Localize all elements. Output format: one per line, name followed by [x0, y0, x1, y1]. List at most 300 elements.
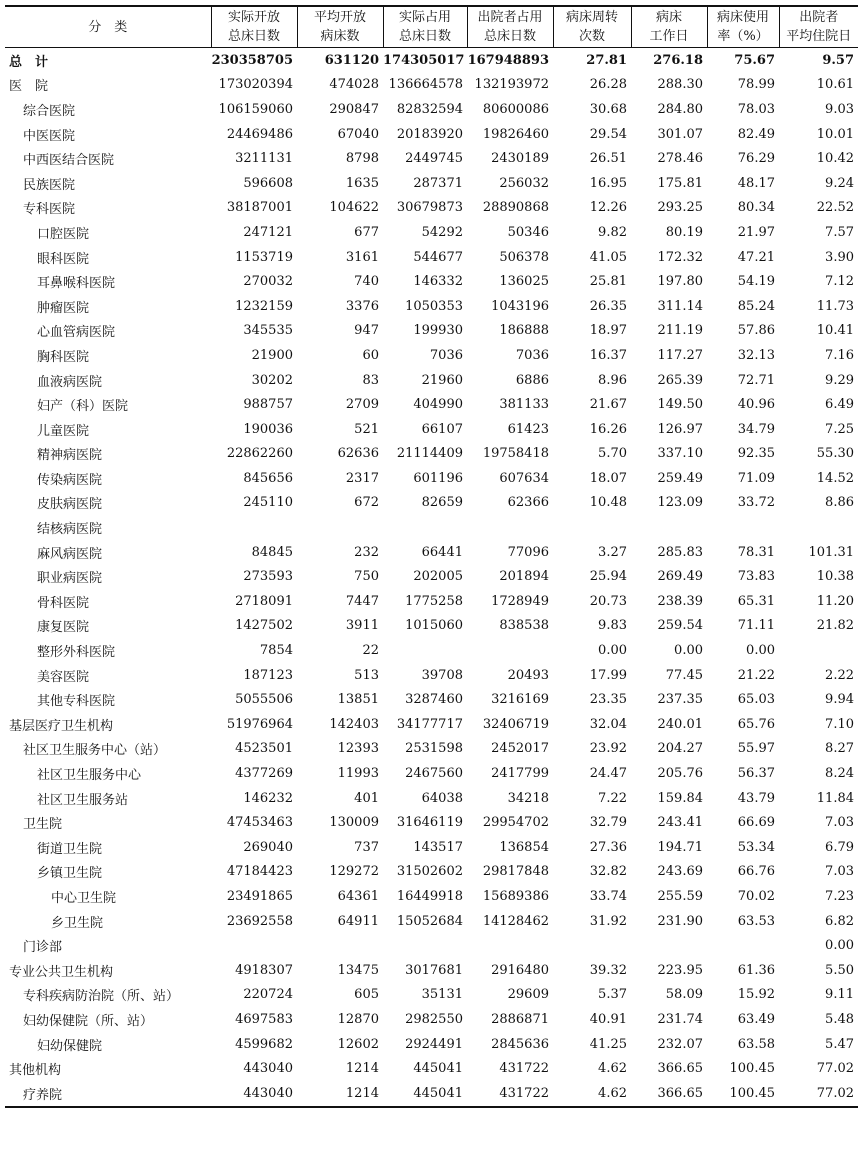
row-value-cell: 31502602 [396, 864, 463, 880]
row-value-cell: 596608 [243, 175, 293, 191]
row-category-label: 儿童医院 [37, 423, 90, 439]
row-value-cell: 39708 [421, 667, 463, 683]
row-value-cell: 34218 [507, 790, 549, 806]
row-value-cell: 2709 [345, 397, 379, 413]
row-value-cell: 202005 [413, 569, 463, 585]
row-value-cell: 3017681 [405, 962, 463, 978]
table-body [5, 48, 858, 1107]
row-value-cell: 269040 [243, 839, 293, 855]
row-value-cell [779, 638, 858, 663]
row-category-label: 总 计 [9, 54, 49, 70]
row-value-cell: 243.69 [657, 864, 703, 880]
row-value-cell: 30202 [251, 372, 293, 388]
table-row [5, 294, 858, 319]
row-value-cell: 72.71 [737, 372, 775, 388]
row-value-cell: 1214 [345, 1085, 379, 1101]
row-category-label: 门诊部 [23, 940, 63, 956]
row-value-cell: 21.82 [816, 618, 854, 634]
row-value-cell: 1153719 [235, 249, 293, 265]
row-value-cell: 80.19 [665, 224, 703, 240]
row-value-cell: 146232 [243, 790, 293, 806]
table-row [5, 146, 858, 171]
row-category-label: 专业公共卫生机构 [9, 964, 114, 980]
row-value-cell: 15052684 [396, 913, 463, 929]
row-category-label: 乡卫生院 [51, 915, 104, 931]
row-value-cell: 4599682 [235, 1036, 293, 1052]
row-value-cell: 2430189 [491, 151, 549, 167]
column-header-line: 病床周转 [565, 10, 618, 25]
row-value-cell: 301.07 [657, 126, 703, 142]
row-value-cell: 41.05 [589, 249, 627, 265]
row-value-cell: 57.86 [737, 323, 775, 339]
row-value-cell: 285.83 [657, 544, 703, 560]
row-value-cell: 142403 [329, 716, 379, 732]
row-value-cell: 7.16 [825, 347, 854, 363]
row-value-cell: 56.37 [737, 766, 775, 782]
row-value-cell: 1232159 [235, 298, 293, 314]
table-row [5, 1081, 858, 1107]
table-row [5, 491, 858, 516]
row-value-cell: 100.45 [729, 1085, 775, 1101]
row-value-cell: 62366 [507, 495, 549, 511]
row-value-cell: 2886871 [491, 1011, 549, 1027]
row-value-cell [779, 515, 858, 540]
row-value-cell: 311.14 [657, 298, 703, 314]
row-value-cell: 53.34 [737, 839, 775, 855]
row-category-label: 妇幼保健院 [37, 1038, 103, 1054]
row-value-cell: 8798 [345, 151, 379, 167]
row-value-cell: 0.00 [746, 643, 775, 659]
row-value-cell: 3.27 [598, 544, 627, 560]
row-value-cell: 173020394 [218, 77, 293, 93]
row-value-cell: 22.52 [816, 200, 854, 216]
row-value-cell: 256032 [499, 175, 549, 191]
row-value-cell: 672 [354, 495, 379, 511]
row-value-cell: 76.29 [737, 151, 775, 167]
column-header-line: 工作日 [649, 29, 689, 44]
column-header-5 [553, 6, 631, 48]
table-row [5, 835, 858, 860]
row-value-cell: 2467560 [405, 766, 463, 782]
row-value-cell: 10.61 [816, 77, 854, 93]
row-value-cell: 2449745 [405, 151, 463, 167]
row-value-cell: 66107 [421, 421, 463, 437]
row-category-label: 妇产（科）医院 [37, 399, 129, 415]
row-value-cell: 23.92 [589, 741, 627, 757]
table-row [5, 171, 858, 196]
row-value-cell: 80600086 [482, 101, 549, 117]
row-value-cell: 23.35 [589, 692, 627, 708]
row-value-cell: 33.74 [589, 888, 627, 904]
row-value-cell: 65.76 [737, 716, 775, 732]
row-value-cell: 2924491 [405, 1036, 463, 1052]
row-value-cell: 10.42 [816, 151, 854, 167]
table-row [5, 269, 858, 294]
row-value-cell: 38187001 [226, 200, 293, 216]
row-category-label: 美容医院 [37, 669, 90, 685]
row-value-cell: 3211131 [235, 151, 293, 167]
row-value-cell: 290847 [329, 101, 379, 117]
row-value-cell: 78.99 [737, 77, 775, 93]
row-value-cell [707, 933, 779, 958]
table-row [5, 220, 858, 245]
row-value-cell: 62636 [337, 446, 379, 462]
row-value-cell: 5.47 [825, 1036, 854, 1052]
column-header-line: 病床数 [320, 29, 360, 44]
row-value-cell: 278.46 [657, 151, 703, 167]
table-row [5, 663, 858, 688]
row-value-cell: 431722 [499, 1085, 549, 1101]
row-value-cell: 223.95 [657, 962, 703, 978]
row-value-cell: 0.00 [674, 643, 703, 659]
row-category-label: 康复医院 [37, 620, 90, 636]
row-value-cell: 232 [354, 544, 379, 560]
row-value-cell: 506378 [499, 249, 549, 265]
row-category-label: 麻风病医院 [37, 546, 103, 562]
row-value-cell: 2982550 [405, 1011, 463, 1027]
row-value-cell: 47453463 [226, 815, 293, 831]
row-value-cell: 10.38 [816, 569, 854, 585]
table-row [5, 73, 858, 98]
column-header-line: 实际开放 [227, 10, 280, 25]
row-value-cell: 65.03 [737, 692, 775, 708]
row-value-cell: 7.12 [825, 274, 854, 290]
table-row [5, 196, 858, 221]
row-value-cell: 21114409 [396, 446, 463, 462]
row-value-cell: 63.49 [737, 1011, 775, 1027]
row-value-cell: 607634 [499, 470, 549, 486]
row-value-cell: 32.13 [737, 347, 775, 363]
row-value-cell: 601196 [413, 470, 463, 486]
row-category-label: 中西医结合医院 [23, 153, 115, 169]
row-value-cell: 366.65 [657, 1061, 703, 1077]
row-value-cell: 51976964 [226, 716, 293, 732]
row-category-label: 基层医疗卫生机构 [9, 718, 114, 734]
row-value-cell: 443040 [243, 1085, 293, 1101]
row-category-label: 胸科医院 [37, 349, 90, 365]
row-value-cell: 71.11 [737, 618, 775, 634]
row-value-cell: 2916480 [491, 962, 549, 978]
row-value-cell: 1427502 [235, 618, 293, 634]
row-value-cell: 24.47 [589, 766, 627, 782]
row-value-cell: 21900 [251, 347, 293, 363]
row-value-cell: 27.36 [589, 839, 627, 855]
table-row [5, 319, 858, 344]
row-value-cell: 29.54 [589, 126, 627, 142]
row-value-cell: 230358705 [211, 52, 293, 68]
row-value-cell: 11.20 [816, 593, 854, 609]
table-row [5, 589, 858, 614]
row-value-cell: 255.59 [657, 888, 703, 904]
row-value-cell: 18.07 [589, 470, 627, 486]
row-value-cell: 136664578 [388, 77, 463, 93]
row-value-cell [297, 515, 383, 540]
row-value-cell: 22 [362, 643, 379, 659]
row-value-cell: 32.79 [589, 815, 627, 831]
row-value-cell: 947 [354, 323, 379, 339]
row-category-label: 民族医院 [23, 177, 76, 193]
column-header-line: 次数 [578, 29, 605, 44]
row-value-cell: 67040 [337, 126, 379, 142]
row-value-cell: 9.24 [825, 175, 854, 191]
row-value-cell: 9.94 [825, 692, 854, 708]
row-value-cell: 101.31 [808, 544, 854, 560]
row-value-cell: 7.25 [825, 421, 854, 437]
column-header-line: 平均住院日 [786, 29, 852, 44]
row-value-cell: 33.72 [737, 495, 775, 511]
row-value-cell: 3911 [345, 618, 379, 634]
row-value-cell [467, 638, 553, 663]
row-value-cell: 337.10 [657, 446, 703, 462]
row-value-cell: 172.32 [657, 249, 703, 265]
column-header-line: 总床日数 [398, 29, 451, 44]
row-value-cell: 14128462 [482, 913, 549, 929]
row-value-cell: 143517 [413, 839, 463, 855]
row-value-cell: 17.99 [589, 667, 627, 683]
row-value-cell [383, 515, 467, 540]
row-value-cell: 64911 [337, 913, 379, 929]
row-value-cell: 1043196 [491, 298, 549, 314]
row-value-cell: 273593 [243, 569, 293, 585]
row-value-cell: 50346 [507, 224, 549, 240]
row-category-label: 耳鼻喉科医院 [37, 276, 116, 292]
row-value-cell: 7.22 [598, 790, 627, 806]
row-value-cell: 77.02 [816, 1061, 854, 1077]
row-value-cell: 11.73 [816, 298, 854, 314]
row-value-cell: 26.51 [589, 151, 627, 167]
row-category-label: 眼科医院 [37, 251, 90, 267]
row-value-cell: 265.39 [657, 372, 703, 388]
row-category-label: 骨科医院 [37, 595, 90, 611]
row-value-cell: 7.03 [825, 864, 854, 880]
row-value-cell: 15.92 [737, 987, 775, 1003]
table-row [5, 761, 858, 786]
row-value-cell: 16449918 [396, 888, 463, 904]
row-value-cell: 20.73 [589, 593, 627, 609]
table-row [5, 933, 858, 958]
row-value-cell: 9.29 [825, 372, 854, 388]
row-value-cell: 443040 [243, 1061, 293, 1077]
row-value-cell: 48.17 [737, 175, 775, 191]
row-value-cell: 34177717 [396, 716, 463, 732]
row-value-cell: 26.28 [589, 77, 627, 93]
table-row [5, 983, 858, 1008]
row-category-label: 社区卫生服务站 [37, 792, 129, 808]
row-value-cell [631, 933, 707, 958]
row-value-cell: 12393 [337, 741, 379, 757]
row-value-cell: 0.00 [598, 643, 627, 659]
row-value-cell: 39.32 [589, 962, 627, 978]
row-value-cell: 23692558 [226, 913, 293, 929]
row-value-cell: 66.69 [737, 815, 775, 831]
row-value-cell: 31.92 [589, 913, 627, 929]
row-value-cell: 40.96 [737, 397, 775, 413]
row-value-cell [297, 933, 383, 958]
row-value-cell: 7036 [515, 347, 549, 363]
row-value-cell: 55.97 [737, 741, 775, 757]
column-header-6 [631, 6, 707, 48]
row-value-cell: 4697583 [235, 1011, 293, 1027]
row-value-cell: 13475 [337, 962, 379, 978]
row-value-cell: 4523501 [235, 741, 293, 757]
row-value-cell: 28890868 [482, 200, 549, 216]
row-value-cell: 211.19 [657, 323, 703, 339]
row-value-cell: 167948893 [467, 52, 549, 68]
row-value-cell: 276.18 [653, 52, 703, 68]
row-value-cell: 631120 [324, 52, 379, 68]
table-row [5, 466, 858, 491]
row-value-cell: 605 [354, 987, 379, 1003]
column-header-line: 实际占用 [398, 10, 451, 25]
table-row [5, 245, 858, 270]
column-header-line: 总床日数 [483, 29, 536, 44]
row-category-label: 心血管病医院 [37, 325, 116, 341]
row-value-cell: 205.76 [657, 766, 703, 782]
row-value-cell: 11.84 [816, 790, 854, 806]
table-row [5, 97, 858, 122]
table-row [5, 884, 858, 909]
column-header-line: 病床使用 [716, 10, 769, 25]
row-value-cell: 445041 [413, 1061, 463, 1077]
row-value-cell: 47.21 [737, 249, 775, 265]
table-row [5, 368, 858, 393]
table-row [5, 712, 858, 737]
row-value-cell: 10.41 [816, 323, 854, 339]
table-row [5, 564, 858, 589]
row-value-cell: 82659 [421, 495, 463, 511]
row-value-cell: 55.30 [816, 446, 854, 462]
row-value-cell: 988757 [243, 397, 293, 413]
table-row [5, 638, 858, 663]
row-value-cell: 71.09 [737, 470, 775, 486]
row-value-cell: 16.26 [589, 421, 627, 437]
row-value-cell: 58.09 [665, 987, 703, 1003]
row-value-cell: 20493 [507, 667, 549, 683]
row-value-cell: 25.94 [589, 569, 627, 585]
row-value-cell: 521 [354, 421, 379, 437]
row-value-cell: 381133 [499, 397, 549, 413]
row-category-label: 疗养院 [23, 1087, 63, 1103]
row-value-cell: 61423 [507, 421, 549, 437]
row-value-cell: 30679873 [396, 200, 463, 216]
row-value-cell: 10.01 [816, 126, 854, 142]
row-value-cell: 5.70 [598, 446, 627, 462]
row-value-cell: 31646119 [396, 815, 463, 831]
row-value-cell: 287371 [413, 175, 463, 191]
row-value-cell: 9.03 [825, 101, 854, 117]
row-value-cell: 11993 [337, 766, 379, 782]
row-value-cell: 194.71 [657, 839, 703, 855]
row-value-cell: 117.27 [657, 347, 703, 363]
row-value-cell: 204.27 [657, 741, 703, 757]
row-value-cell: 106159060 [218, 101, 293, 117]
row-value-cell: 65.31 [737, 593, 775, 609]
row-value-cell: 9.11 [825, 987, 854, 1003]
row-value-cell: 64361 [337, 888, 379, 904]
row-value-cell: 70.02 [737, 888, 775, 904]
row-value-cell: 269.49 [657, 569, 703, 585]
row-value-cell: 66.76 [737, 864, 775, 880]
row-value-cell: 30.68 [589, 101, 627, 117]
row-value-cell: 63.53 [737, 913, 775, 929]
table-row [5, 958, 858, 983]
row-value-cell: 6.79 [825, 839, 854, 855]
row-value-cell: 9.83 [598, 618, 627, 634]
row-value-cell: 132193972 [474, 77, 549, 93]
row-value-cell: 6.82 [825, 913, 854, 929]
row-value-cell: 3216169 [491, 692, 549, 708]
row-value-cell: 220724 [243, 987, 293, 1003]
row-value-cell: 231.90 [657, 913, 703, 929]
column-header-2 [297, 6, 383, 48]
row-value-cell: 61.36 [737, 962, 775, 978]
row-value-cell: 186888 [499, 323, 549, 339]
row-value-cell: 7.03 [825, 815, 854, 831]
row-value-cell: 14.52 [816, 470, 854, 486]
row-value-cell [383, 638, 467, 663]
row-value-cell: 2718091 [235, 593, 293, 609]
row-category-label: 血液病医院 [37, 374, 103, 390]
row-value-cell: 21.22 [737, 667, 775, 683]
row-value-cell: 35131 [421, 987, 463, 1003]
row-value-cell: 54292 [421, 224, 463, 240]
row-value-cell: 2.22 [825, 667, 854, 683]
table-header-row [5, 6, 858, 48]
row-value-cell: 293.25 [657, 200, 703, 216]
row-value-cell: 474028 [329, 77, 379, 93]
column-header-line: 平均开放 [313, 10, 366, 25]
row-value-cell: 2452017 [491, 741, 549, 757]
table-row [5, 860, 858, 885]
row-value-cell [553, 515, 631, 540]
table-row [5, 614, 858, 639]
row-value-cell [211, 515, 297, 540]
row-value-cell: 401 [354, 790, 379, 806]
row-category-label: 社区卫生服务中心 [37, 768, 142, 784]
row-value-cell: 259.54 [657, 618, 703, 634]
row-category-label: 口腔医院 [37, 226, 90, 242]
row-value-cell: 5.37 [598, 987, 627, 1003]
row-value-cell: 201894 [499, 569, 549, 585]
row-value-cell: 25.81 [589, 274, 627, 290]
bed-usage-table [5, 5, 858, 1108]
row-value-cell: 40.91 [589, 1011, 627, 1027]
row-value-cell: 19758418 [482, 446, 549, 462]
row-value-cell: 199930 [413, 323, 463, 339]
row-value-cell: 288.30 [657, 77, 703, 93]
row-value-cell: 232.07 [657, 1036, 703, 1052]
row-category-label: 其他专科医院 [37, 694, 116, 710]
table-row [5, 1056, 858, 1081]
row-value-cell: 259.49 [657, 470, 703, 486]
table-row [5, 737, 858, 762]
column-header-7 [707, 6, 779, 48]
table-row [5, 687, 858, 712]
row-value-cell: 3.90 [825, 249, 854, 265]
row-value-cell [211, 933, 297, 958]
row-value-cell: 136854 [499, 839, 549, 855]
row-value-cell: 21.67 [589, 397, 627, 413]
row-value-cell: 130009 [329, 815, 379, 831]
row-value-cell: 238.39 [657, 593, 703, 609]
row-value-cell: 73.83 [737, 569, 775, 585]
row-category-label: 专科医院 [23, 202, 76, 218]
row-value-cell [631, 515, 707, 540]
row-value-cell: 1015060 [405, 618, 463, 634]
row-value-cell: 197.80 [657, 274, 703, 290]
row-value-cell: 445041 [413, 1085, 463, 1101]
row-value-cell: 82.49 [737, 126, 775, 142]
